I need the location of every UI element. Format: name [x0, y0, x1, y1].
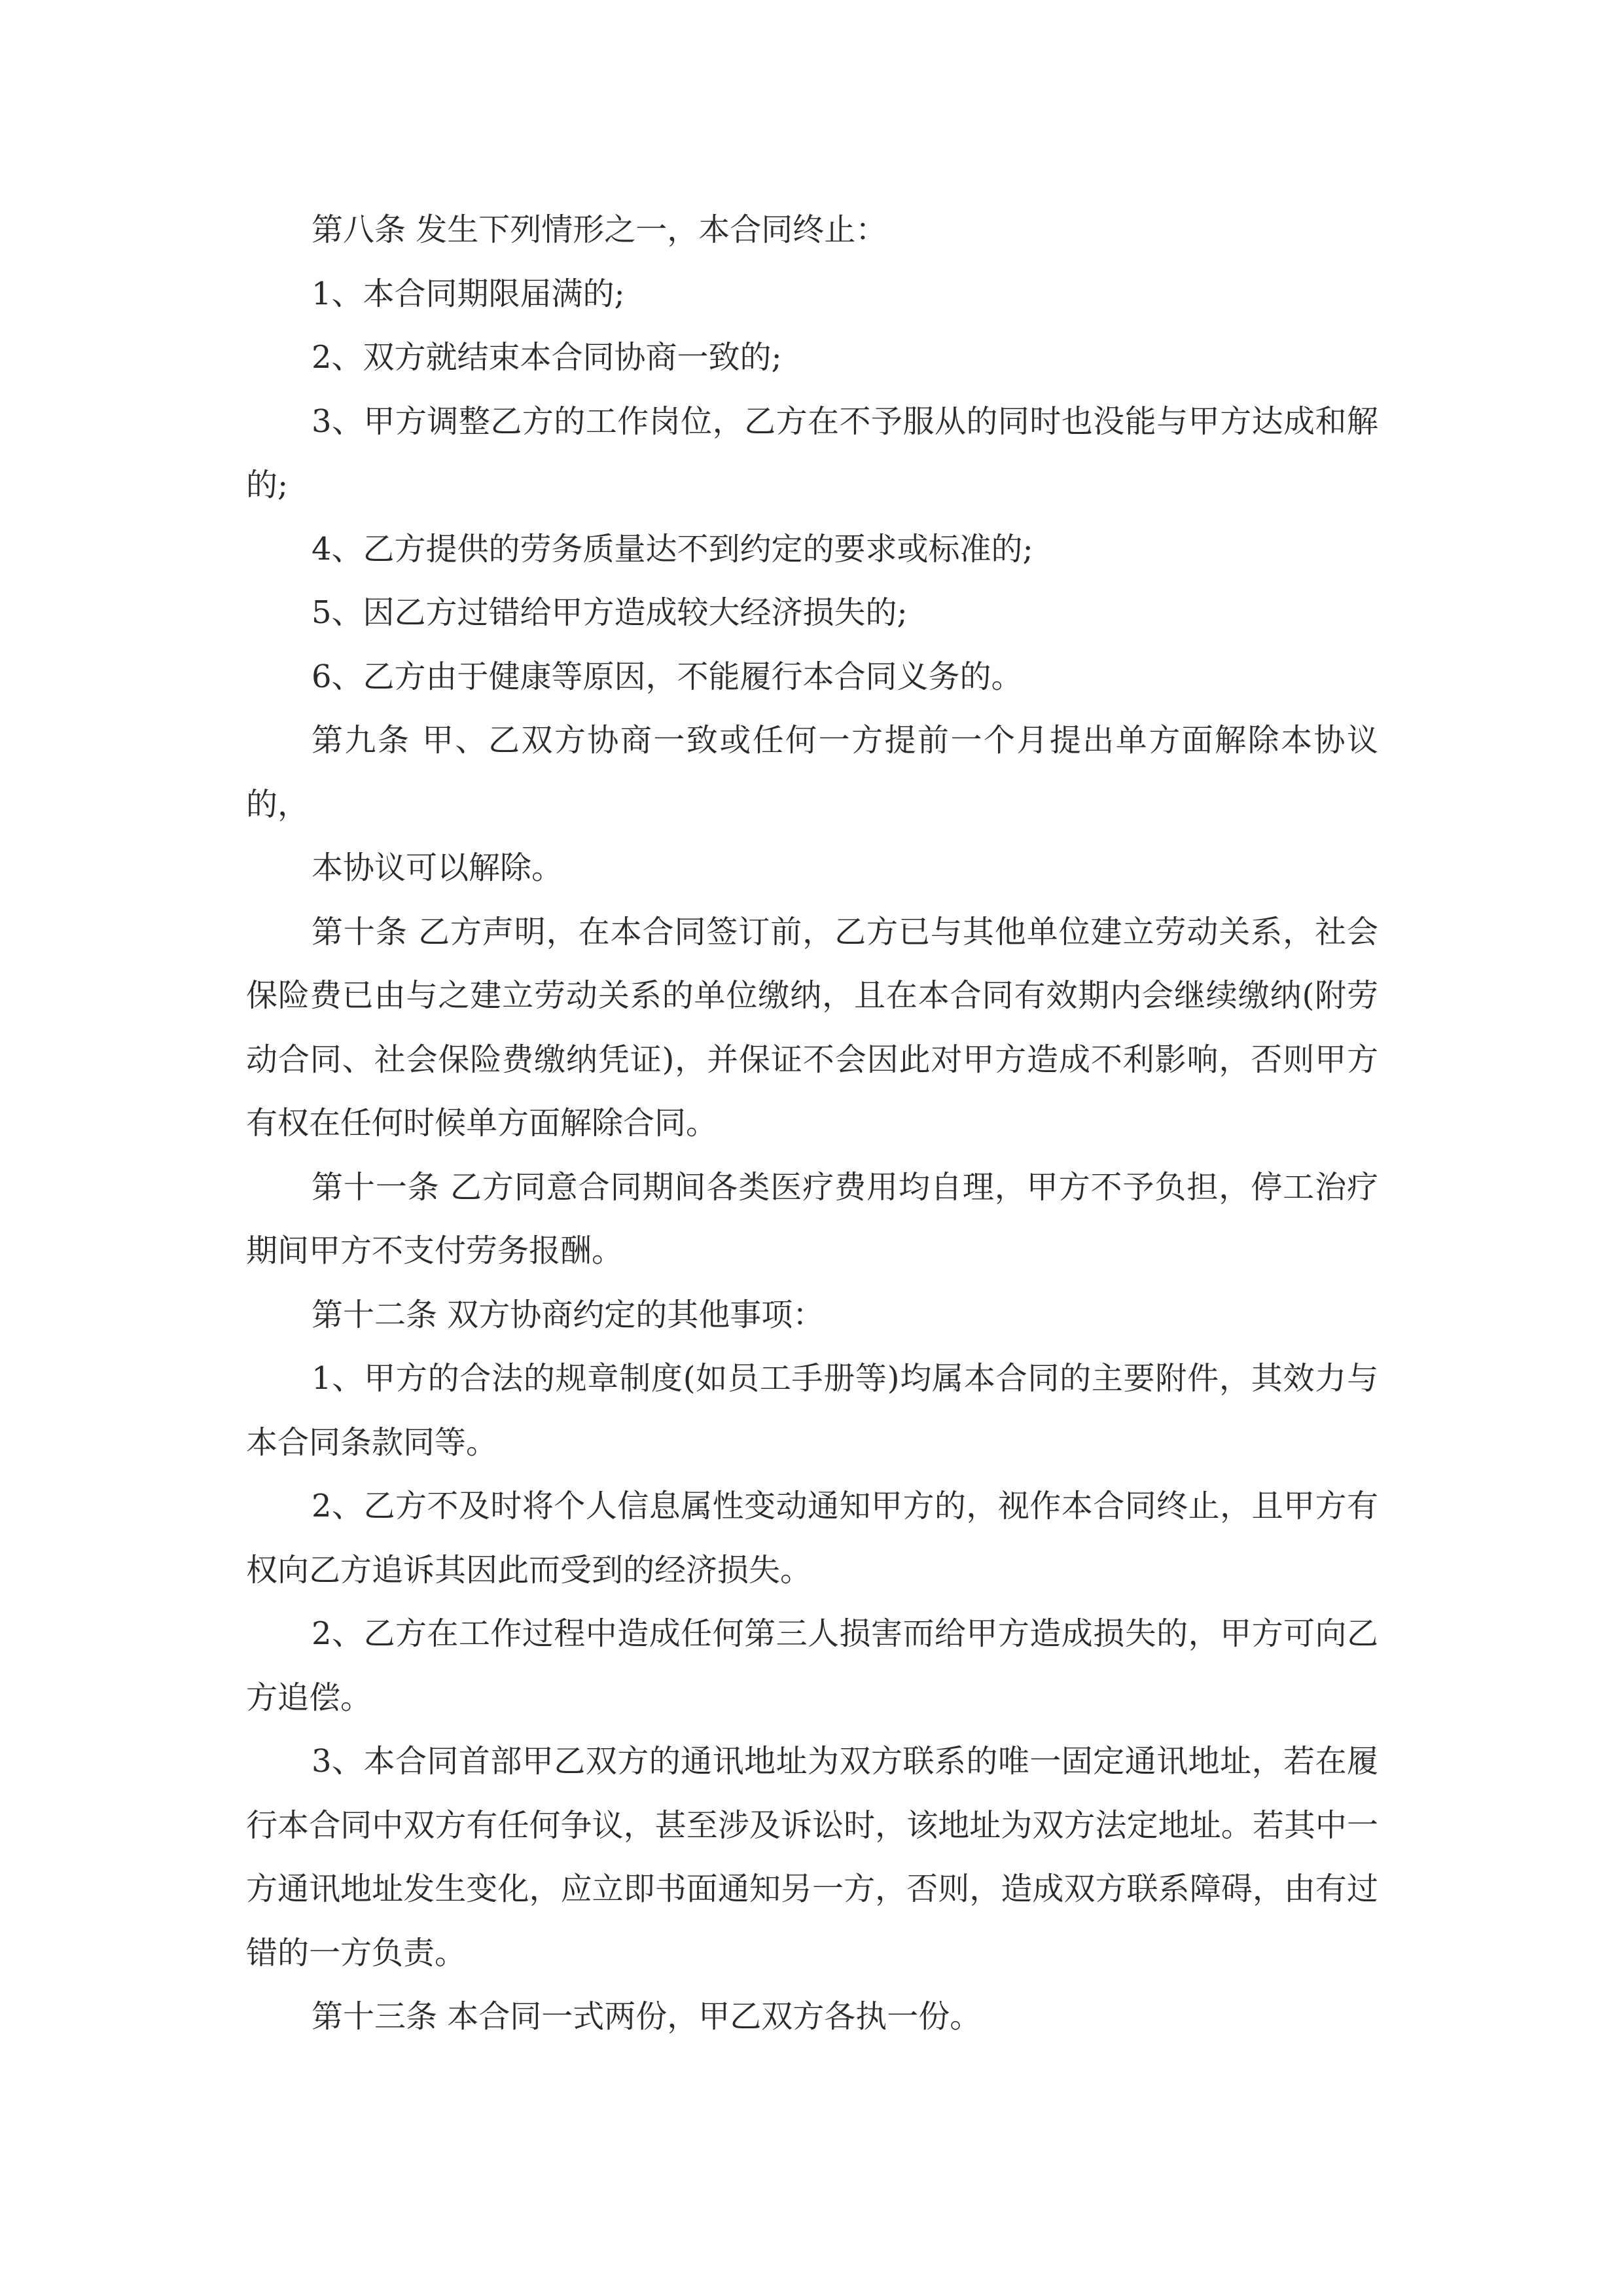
article-13: 第十三条 本合同一式两份，甲乙双方各执一份。 [312, 1998, 982, 2035]
article-9: 第九条 甲、乙双方协商一致或任何一方提前一个月提出单方面解除本协议的， [246, 722, 1378, 823]
article-8-item-1: 1、本合同期限届满的; [312, 275, 625, 312]
article-12-heading: 第十二条 双方协商约定的其他事项： [312, 1296, 825, 1333]
article-12-item-2a: 2、乙方不及时将个人信息属性变动通知甲方的，视作本合同终止，且甲方有权向乙方追诉其因此而受到的经济损失。 [246, 1488, 1378, 1588]
article-12-item-2b: 2、乙方在工作过程中造成任何第三人损害而给甲方造成损失的，甲方可向乙方追偿。 [246, 1615, 1378, 1716]
article-12-item-3: 3、本合同首部甲乙双方的通讯地址为双方联系的唯一固定通讯地址，若在履行本合同中双方有任何争议，甚至涉及诉讼时，该地址为双方法定地址。若其中一方通讯地址发生变化，应立即书面通知另一方，否则，造成双方联系障碍，由有过错的一方负责。 [246, 1743, 1378, 1971]
contract-body [246, 198, 1378, 2049]
article-10: 第十条 乙方声明，在本合同签订前，乙方已与其他单位建立劳动关系，社会保险费已由与之建立劳动关系的单位缴纳，且在本合同有效期内会继续缴纳(附劳动合同、社会保险费缴纳凭证)，并保证不会因此对甲方造成不利影响，否则甲方有权在任何时候单方面解除合同。 [246, 913, 1378, 1141]
article-8-item-3: 3、甲方调整乙方的工作岗位，乙方在不予服从的同时也没能与甲方达成和解的; [246, 403, 1378, 503]
article-8-item-5: 5、因乙方过错给甲方造成较大经济损失的; [312, 594, 908, 631]
article-11: 第十一条 乙方同意合同期间各类医疗费用均自理，甲方不予负担，停工治疗期间甲方不支付劳务报酬。 [246, 1168, 1378, 1269]
article-8-item-6: 6、乙方由于健康等原因，不能履行本合同义务的。 [312, 658, 1023, 695]
article-8-heading: 第八条 发生下列情形之一，本合同终止： [312, 211, 887, 248]
article-12-item-1: 1、甲方的合法的规章制度(如员工手册等)均属本合同的主要附件，其效力与本合同条款同等。 [246, 1360, 1378, 1461]
article-9-continuation: 本协议可以解除。 [312, 850, 563, 886]
article-8-item-2: 2、双方就结束本合同协商一致的; [312, 339, 782, 376]
article-8-item-4: 4、乙方提供的劳务质量达不到约定的要求或标准的; [312, 530, 1033, 567]
